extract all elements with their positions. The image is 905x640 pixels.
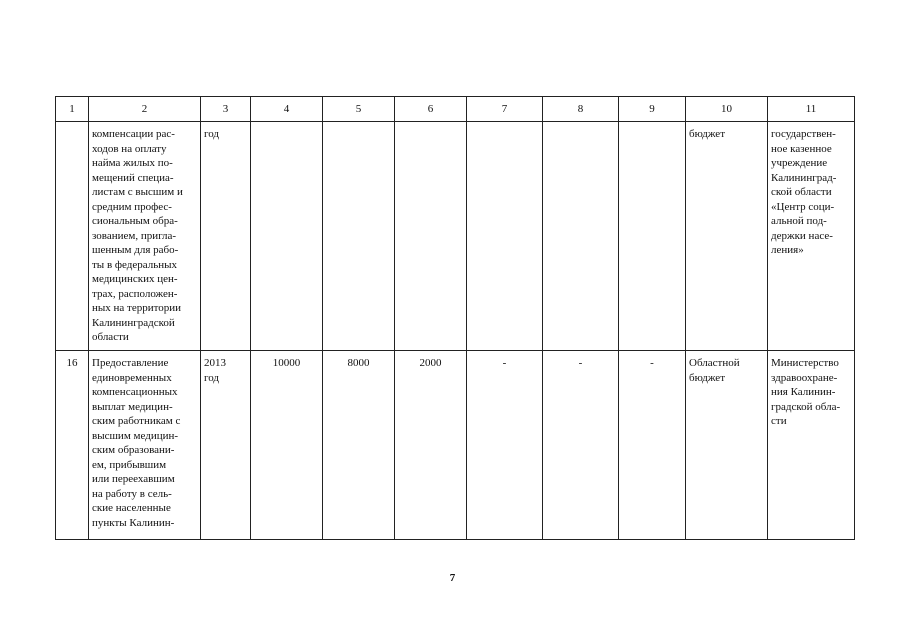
period-cell: год — [201, 122, 251, 351]
responsible-executor-cell: государствен- ное казенное учреждение Калининград- ской области «Центр соци- альной под- держки насе- ления» — [768, 122, 855, 351]
column-header: 10 — [686, 97, 768, 122]
column-number-row — [56, 97, 855, 122]
page-number: 7 — [449, 572, 456, 584]
responsible-executor-cell: Министерство здравоохране- ния Калинин- градской обла- сти — [768, 351, 855, 540]
column-header: 6 — [395, 97, 467, 122]
row-number-cell: 16 — [56, 351, 89, 540]
column-header: 9 — [619, 97, 686, 122]
row-number-cell — [56, 122, 89, 351]
amount-cell: - — [543, 351, 619, 540]
funding-source-cell: бюджет — [686, 122, 768, 351]
amount-cell — [395, 122, 467, 351]
column-header: 11 — [768, 97, 855, 122]
measure-description-cell: Предоставление единовременных компенсационных выплат медицин- ским работникам с высшим медицин- ским образовани- ем, прибывшим или переехавшим на работу в сель- ские населенные пункты Калинин- — [89, 351, 201, 540]
table-row — [56, 351, 855, 540]
column-header: 3 — [201, 97, 251, 122]
table-row — [56, 122, 855, 351]
amount-cell — [467, 122, 543, 351]
amount-cell — [543, 122, 619, 351]
column-header: 7 — [467, 97, 543, 122]
amount-cell: 10000 — [251, 351, 323, 540]
amount-cell: - — [619, 351, 686, 540]
column-header: 2 — [89, 97, 201, 122]
funding-source-cell: Областной бюджет — [686, 351, 768, 540]
program-table — [55, 96, 855, 540]
amount-cell — [251, 122, 323, 351]
column-header: 1 — [56, 97, 89, 122]
period-cell: 2013 год — [201, 351, 251, 540]
column-header: 5 — [323, 97, 395, 122]
amount-cell: 2000 — [395, 351, 467, 540]
amount-cell: - — [467, 351, 543, 540]
amount-cell — [619, 122, 686, 351]
amount-cell — [323, 122, 395, 351]
column-header: 8 — [543, 97, 619, 122]
column-header: 4 — [251, 97, 323, 122]
measure-description-cell: компенсации рас- ходов на оплату найма жилых по- мещений специа- листам с высшим и средним профес- сиональным обра- зованием, пригла- шенным для рабо- ты в федеральных медицинских цен- трах, расположен- ных на территории Калининградской области — [89, 122, 201, 351]
amount-cell: 8000 — [323, 351, 395, 540]
